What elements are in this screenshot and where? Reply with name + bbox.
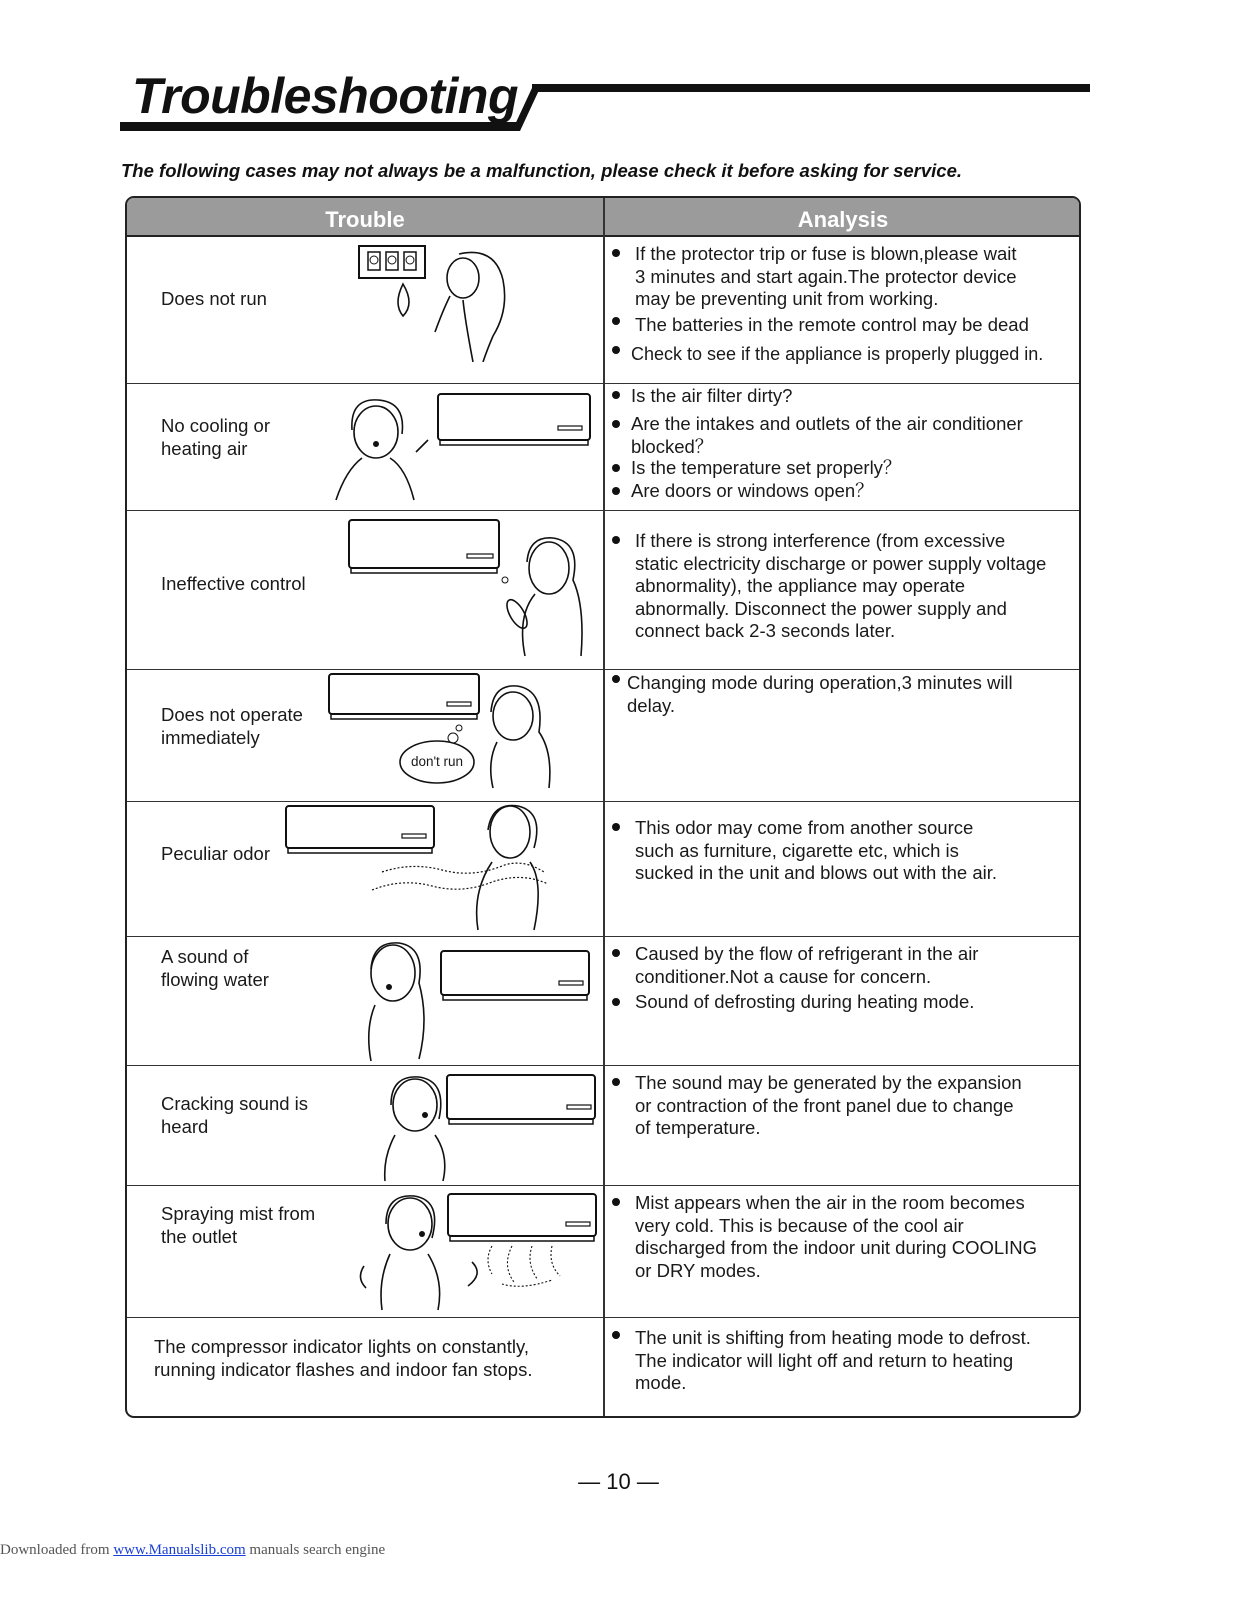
trouble-text: Ineffective control <box>161 573 306 594</box>
table-row <box>127 1318 1079 1418</box>
bullet-icon <box>612 1331 620 1339</box>
manualslib-link[interactable]: www.Manualslib.com <box>113 1542 246 1558</box>
analysis-item: Is the air filter dirty? <box>631 385 793 406</box>
analysis-item: The batteries in the remote control may be dead <box>635 314 1029 335</box>
analysis-item: Changing mode during operation,3 minutes will delay. <box>627 672 1013 716</box>
trouble-text: Cracking sound is heard <box>161 1093 309 1137</box>
page-subtitle: The following cases may not always be a malfunction, please check it before asking for service. <box>121 160 963 181</box>
trouble-text: Does not run <box>161 288 267 309</box>
analysis-item: Are doors or windows open？ <box>631 480 874 501</box>
table-row <box>127 237 1079 384</box>
bullet-icon <box>612 317 620 325</box>
bullet-icon <box>612 949 620 957</box>
table-row <box>127 384 1079 511</box>
bullet-icon <box>612 487 620 495</box>
fuse-box-woman-illustration <box>355 240 515 362</box>
bullet-icon <box>612 346 620 354</box>
thought-bubble-text: don't run <box>410 754 464 769</box>
trouble-text: The compressor indicator lights on constantly, running indicator flashes and indoor fan stops. <box>154 1336 533 1380</box>
trouble-text: No cooling or heating air <box>161 415 271 459</box>
analysis-item: Are the intakes and outlets of the air conditioner blocked？ <box>631 413 1023 457</box>
page-title: Troubleshooting <box>132 68 518 124</box>
analysis-item: The sound may be generated by the expansion or contraction of the front panel due to change of temperature. <box>635 1072 1022 1138</box>
troubleshooting-table <box>125 196 1081 1418</box>
bullet-icon <box>612 823 620 831</box>
bullet-icon <box>612 536 620 544</box>
analysis-item: Caused by the flow of refrigerant in the air conditioner.Not a cause for concern. <box>635 943 979 987</box>
bullet-icon <box>612 1198 620 1206</box>
table-row <box>127 670 1079 802</box>
bullet-icon <box>612 1078 620 1086</box>
analysis-item: If the protector trip or fuse is blown,please wait 3 minutes and start again.The protector device may be preventing unit from working. <box>635 243 1017 309</box>
bullet-icon <box>612 420 620 428</box>
analysis-item: The unit is shifting from heating mode to defrost. The indicator will light off and return to heating mode. <box>635 1327 1031 1393</box>
woman-with-mist-illustration <box>352 1190 600 1314</box>
bullet-icon <box>612 249 620 257</box>
trouble-text: Peculiar odor <box>161 843 271 864</box>
analysis-item: Sound of defrosting during heating mode. <box>635 991 975 1012</box>
woman-and-ac-unit-illustration <box>332 388 594 508</box>
footer-prefix: Downloaded from <box>0 1542 114 1558</box>
trouble-text: Does not operate immediately <box>161 704 303 748</box>
header-analysis: Analysis <box>797 207 889 232</box>
bullet-icon <box>612 391 620 399</box>
woman-hearing-crack-illustration <box>377 1071 599 1183</box>
trouble-text: Spraying mist from the outlet <box>161 1203 316 1247</box>
woman-listening-ac-illustration <box>359 939 593 1063</box>
analysis-item: If there is strong interference (from excessive static electricity discharge or power supply voltage abnormality), the appliance may operate abnormally. Disconnect the power supply and connect back 2-3 seconds later. <box>635 530 1047 641</box>
bullet-icon <box>612 998 620 1006</box>
table-row <box>127 802 1079 937</box>
analysis-item: Is the temperature set properly？ <box>631 457 902 478</box>
analysis-item: Mist appears when the air in the room becomes very cold. This is because of the cool air discharged from the indoor unit during COOLING or DRY modes. <box>635 1192 1038 1281</box>
analysis-item: Check to see if the appliance is properly plugged in. <box>631 344 1044 364</box>
woman-smelling-odor-illustration <box>282 802 554 932</box>
page-number: — 10 — <box>578 1469 659 1494</box>
trouble-text: A sound of flowing water <box>161 946 269 990</box>
table-row <box>127 1186 1079 1318</box>
bullet-icon <box>612 675 620 683</box>
header-trouble: Trouble <box>325 207 405 232</box>
table-row <box>127 1066 1079 1186</box>
bullet-icon <box>612 464 620 472</box>
table-row <box>127 937 1079 1066</box>
footer <box>0 1542 385 1559</box>
table-row <box>127 511 1079 670</box>
woman-with-remote-illustration <box>345 516 593 662</box>
analysis-item: This odor may come from another source such as furniture, cigarette etc, which is sucked in the unit and blows out with the air. <box>635 817 997 883</box>
footer-suffix: manuals search engine <box>245 1542 386 1558</box>
woman-and-ac-thought-bubble-illustration <box>327 672 553 792</box>
